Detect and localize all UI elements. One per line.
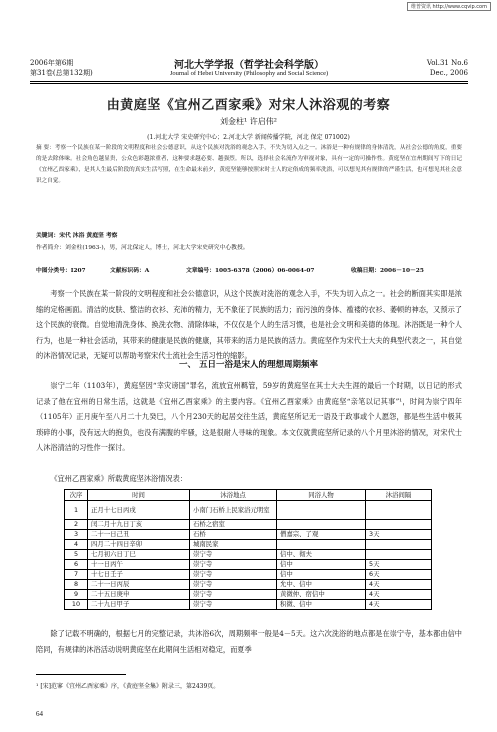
issue-label: 2006年第6期	[30, 59, 74, 67]
article-number: 文章编号：1005-6378（2006）06-0064-07	[186, 268, 315, 274]
row-interval	[366, 501, 432, 520]
row-companions	[277, 501, 366, 520]
intro-paragraph: 考察一个民族在某一阶段的文明程度和社会公德意识，从这个民族对洗浴的观念入手，不失为切入点之一。社会的断面其实即是浓缩的定格画面。清洁的皮肤、整洁的衣衫、充沛的精力，无不象征了民族的活力；而污浊的身体、褴褛的衣衫、萎顿的神态，又预示了这个民族的衰微。自觉地清洗身体、换洗衣物、清除体味，不仅仅是个人的生活习惯，也是社会文明和美德的体现。沐浴既是一种个人行为，也是一种社会活动，其带来的健康是民族的健康，其带来的活力是民族的活力。黄庭坚作为宋代士大夫的典型代表之一，其自觉的沐浴情况记录，无疑可以帮助考察宋代士流社会生活习性的缩影。	[36, 289, 462, 360]
row-index: 9	[65, 590, 88, 600]
row-interval: 5天	[366, 560, 432, 570]
row-interval: 4天	[366, 600, 432, 610]
row-companions: 信中	[277, 560, 366, 570]
row-place: 崇宁寺	[190, 590, 277, 600]
clc-number: 中图分类号：I207	[36, 268, 86, 274]
row-date: 二十九日甲子	[88, 600, 190, 610]
section-heading: 一、 五日一浴是宋人的理想周期频率	[179, 360, 318, 370]
row-index: 2	[65, 520, 88, 530]
footnote: ¹ [宋]范寥《宜州乙酉家乘》序，《黄庭坚全集》附录三，第2439页。	[36, 683, 220, 690]
row-place: 崇宁寺	[190, 560, 277, 570]
author-affiliation: (1.河北大学 宋史研究中心；2.河北大学 新闻传播学院，河北 保定 071002)	[147, 134, 350, 141]
row-index: 4	[65, 540, 88, 550]
section-paragraph: 崇宁二年（1103年），黄庭坚因“幸灾谤国”罪名，流放宜州羁管，59岁的黄庭坚在其士大夫生涯的最后一个时期，以日记的形式记录了他在宜州的日常生活，这就是《宜州乙酉家乘》的主要内容。《宜州乙酉家乘》由黄庭坚“亲笔以记其事”¹，时间为崇宁四年（1105年）正月庚午至八月二十九癸巳，八个月230天的起居交往生活，黄庭坚所记无一语及于政事或个人愿怨，都是些生活中极其琐碎的小事，没有远大的抱负，也没有满腹的牢骚，这是很耐人寻味的现象。本文仅就黄庭坚所记录的八个月里沐浴的情况，对宋代士人沐浴清洁的习性作一探讨。	[36, 381, 462, 452]
received-date: 收稿日期：2006－10－25	[351, 268, 424, 274]
row-interval	[366, 540, 432, 550]
row-companions: 积微、信中	[277, 600, 366, 610]
table-row	[65, 580, 432, 590]
row-place: 城南民家	[190, 540, 277, 550]
column-header: 沐浴地点	[190, 490, 277, 501]
volume-label: 第31卷(总第132期)	[30, 69, 93, 77]
row-companions: 僧嘉宗、了观	[277, 530, 366, 540]
row-interval: 3天	[366, 530, 432, 540]
row-date: 二十五日庚申	[88, 590, 190, 600]
row-date: 十一日丙午	[88, 560, 190, 570]
row-place: 小南门石桥上民家浴元明室	[190, 501, 277, 520]
column-header: 沐浴间隔	[366, 490, 432, 501]
row-place: 石桥之宿室	[190, 520, 277, 530]
row-index: 10	[65, 600, 88, 610]
row-index: 6	[65, 560, 88, 570]
row-interval	[366, 520, 432, 530]
page-number: 64	[36, 710, 43, 718]
row-date: 闰二月十九日丁亥	[88, 520, 190, 530]
source-watermark: 维普资讯 http://www.cqvip.com	[407, 2, 491, 11]
closing-paragraph: 除了记载不明确的，根据七月的完整记录，共沐浴6次，周期频率一般是4－5天。这六次洗浴的地点都是在崇宁寺，基本都由信中陪同，有规律的沐浴活动说明黄庭坚在此期间生活相对稳定，而夏季	[36, 629, 462, 654]
table-row	[65, 600, 432, 610]
row-place: 崇宁寺	[190, 600, 277, 610]
row-date: 正月十七日丙戌	[88, 501, 190, 520]
article-title: 由黄庭坚《宜州乙酉家乘》对宋人沐浴观的考察	[106, 98, 391, 113]
row-date: 二十一日丙辰	[88, 580, 190, 590]
column-header: 次序	[65, 490, 88, 501]
header-rule-2	[30, 83, 468, 84]
row-interval	[366, 550, 432, 560]
table-row	[65, 590, 432, 600]
keywords: 关键词：宋代 沐浴 黄庭坚 考察	[36, 233, 118, 239]
row-interval: 4天	[366, 580, 432, 590]
row-index: 8	[65, 580, 88, 590]
row-place: 崇宁寺	[190, 580, 277, 590]
row-companions: 黄微仲、宿信中	[277, 590, 366, 600]
journal-header	[30, 56, 468, 90]
row-companions	[277, 520, 366, 530]
row-index: 7	[65, 570, 88, 580]
row-index: 3	[65, 530, 88, 540]
table-row	[65, 560, 432, 570]
table-row	[65, 501, 432, 520]
table-row	[65, 550, 432, 560]
footnote-rule	[36, 674, 126, 675]
doc-code: 文献标识码：A	[110, 268, 150, 274]
row-place: 石桥	[190, 530, 277, 540]
row-companions: 信中、彻夫	[277, 550, 366, 560]
row-companions: 信中	[277, 570, 366, 580]
abstract: 摘 要：考察一个民族在某一阶段的文明程度和社会公德意识，从这个民族对洗浴的观念入手，不失为切入点之一。沐浴是一种有规律的身体清洗，从社会公德的角度，重要的是去除体味。社会角色越显贵，公众色彩越浓重者，这种要求越必要、越强烈。所以，选择社会名流作为审视对象，具有一定的可操作性。黄庭坚在宜州期间写下的日记《宜州乙酉家乘》，是其人生最后阶段的真实生活写照，在生命最末前夕，黄庭坚能够按照宋时士人的定俗成的频率洗浴，可以想见其有规律的严谨生活，也可想见其社会意识之自觉。	[36, 145, 462, 184]
journal-title: 河北大学学报（哲学社会科学版）	[174, 60, 324, 71]
row-date: 十七日壬子	[88, 570, 190, 580]
table-row	[65, 520, 432, 530]
row-date: 二十一日己丑	[88, 530, 190, 540]
row-place: 崇宁寺	[190, 570, 277, 580]
column-header: 时间	[88, 490, 190, 501]
author-bio: 作者简介：刘金柱(1963-)，男，河北保定人，博士，河北大学宋史研究中心教授。	[36, 245, 249, 251]
row-date: 七月初六日丁巳	[88, 550, 190, 560]
row-date: 四月二十四日辛卯	[88, 540, 190, 550]
issue-date: Dec., 2006	[429, 69, 468, 77]
row-index: 5	[65, 550, 88, 560]
table-row	[65, 540, 432, 550]
table-row	[65, 530, 432, 540]
row-interval: 6天	[366, 570, 432, 580]
column-header: 同浴人物	[277, 490, 366, 501]
row-place: 崇宁寺	[190, 550, 277, 560]
row-companions	[277, 540, 366, 550]
row-interval: 4天	[366, 590, 432, 600]
table-row	[65, 570, 432, 580]
bathing-table	[64, 489, 432, 610]
article-authors: 刘金柱¹ 许启伟²	[220, 117, 277, 126]
volume-number: Vol.31 No.6	[426, 59, 468, 67]
header-rule	[30, 81, 468, 82]
row-index: 1	[65, 501, 88, 520]
row-companions: 允中、信中	[277, 580, 366, 590]
table-caption: 《宜州乙酉家乘》所载黄庭坚沐浴情况表：	[50, 474, 187, 483]
journal-title-en: Journal of Hebei University (Philosophy and Social Science)	[169, 70, 329, 77]
table-header-row	[65, 490, 432, 501]
